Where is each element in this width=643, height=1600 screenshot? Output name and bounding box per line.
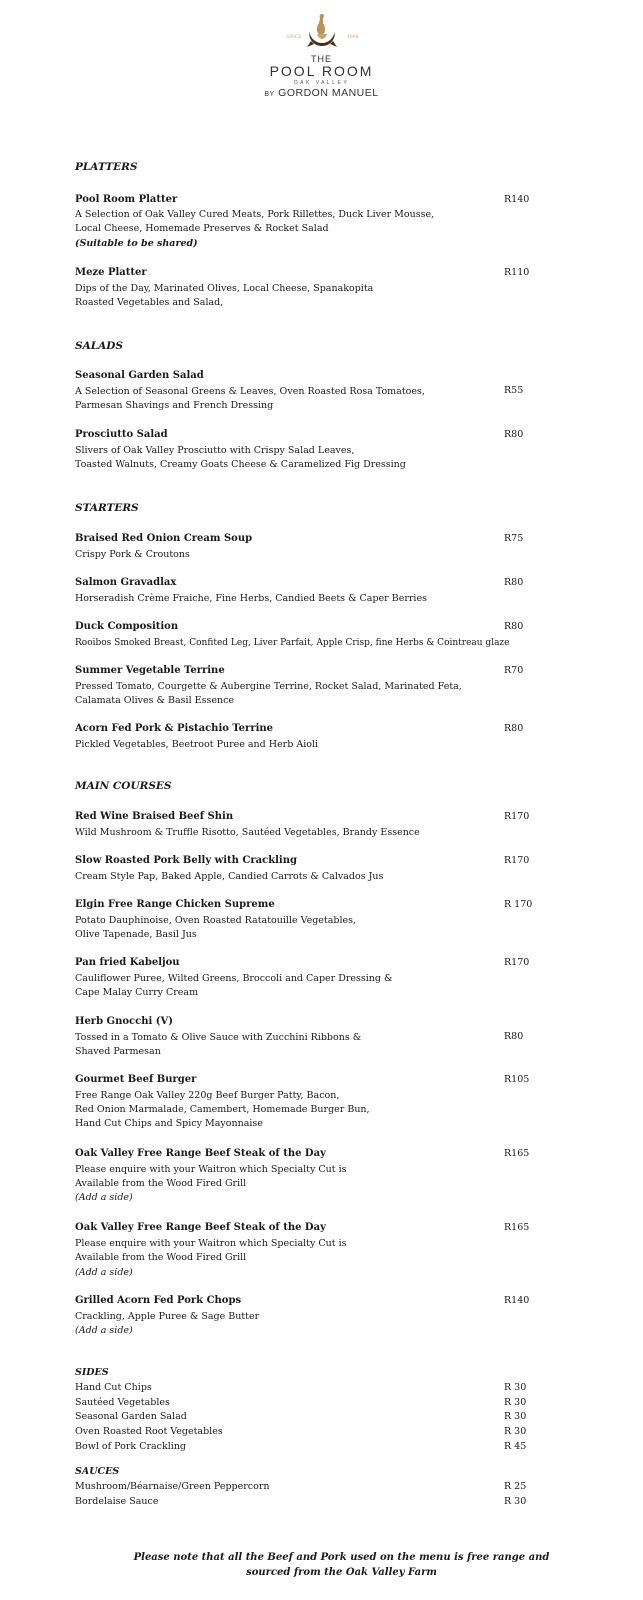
- menu-item-note: (Add a side): [75, 1192, 133, 1203]
- menu-item-name: Grilled Acorn Fed Pork Chops: [75, 1295, 242, 1306]
- menu-item-name: Meze Platter: [75, 267, 147, 278]
- sauce-item-price: R 25: [504, 1481, 527, 1492]
- menu-item-desc: Available from the Wood Fired Grill: [75, 1252, 247, 1263]
- section-title-sides: SIDES: [75, 1367, 109, 1378]
- menu-item-name: Seasonal Garden Salad: [75, 370, 204, 381]
- menu-item-price: R80: [504, 429, 524, 440]
- year-label: 1898: [346, 35, 358, 40]
- menu-item-name: Elgin Free Range Chicken Supreme: [75, 899, 275, 910]
- side-item-price: R 45: [504, 1441, 527, 1452]
- menu-item-name: Pool Room Platter: [75, 194, 178, 205]
- menu-item-price: R75: [504, 533, 524, 544]
- menu-item-desc: Crackling, Apple Puree & Sage Butter: [75, 1311, 260, 1322]
- footer-line-1: Please note that all the Beef and Pork used on the menu is free range and: [133, 1552, 550, 1563]
- logo-by: BY: [264, 91, 275, 98]
- side-item-name: Oven Roasted Root Vegetables: [75, 1426, 223, 1437]
- section-title-sauces: SAUCES: [75, 1466, 120, 1477]
- menu-item-name: Herb Gnocchi (V): [75, 1016, 173, 1027]
- menu-item-note: (Add a side): [75, 1325, 133, 1336]
- menu-item-price: R110: [504, 267, 530, 278]
- crest-icon: [267, 10, 377, 52]
- side-item-price: R 30: [504, 1426, 527, 1437]
- side-item-price: R 30: [504, 1397, 527, 1408]
- side-item-name: Seasonal Garden Salad: [75, 1411, 187, 1422]
- menu-item-desc: A Selection of Oak Valley Cured Meats, Pork Rillettes, Duck Liver Mousse,: [75, 209, 435, 220]
- menu-item-desc: Tossed in a Tomato & Olive Sauce with Zucchini Ribbons &: [75, 1032, 362, 1043]
- sauce-item-name: Bordelaise Sauce: [75, 1496, 159, 1507]
- menu-item-price: R165: [504, 1148, 530, 1159]
- menu-item-name: Gourmet Beef Burger: [75, 1074, 197, 1085]
- menu-item-desc: Rooibos Smoked Breast, Confited Leg, Liver Parfait, Apple Crisp, fine Herbs & Cointreau glaze: [75, 638, 510, 648]
- menu-item-price: R 170: [504, 899, 533, 910]
- menu-item-price: R80: [504, 723, 524, 734]
- footer-note: [0, 1550, 643, 1580]
- section-title-salads: SALADS: [75, 340, 123, 352]
- menu-item-price: R80: [504, 1031, 524, 1042]
- menu-item-name: Oak Valley Free Range Beef Steak of the Day: [75, 1222, 326, 1233]
- logo-subtitle: OAK VALLEY: [293, 80, 350, 86]
- menu-item-name: Braised Red Onion Cream Soup: [75, 533, 253, 544]
- side-item-name: Sautéed Vegetables: [75, 1397, 170, 1408]
- logo-chef-name: GORDON MANUEL: [278, 87, 379, 99]
- menu-item-desc: A Selection of Seasonal Greens & Leaves, Oven Roasted Rosa Tomatoes,: [75, 386, 425, 397]
- logo-chef: [0, 87, 643, 101]
- menu-item-price: R105: [504, 1074, 530, 1085]
- since-label: SINCE: [285, 35, 302, 40]
- menu-item-desc: Cream Style Pap, Baked Apple, Candied Carrots & Calvados Jus: [75, 871, 384, 882]
- menu-item-desc: Pressed Tomato, Courgette & Aubergine Terrine, Rocket Salad, Marinated Feta,: [75, 681, 462, 692]
- menu-item-desc: Parmesan Shavings and French Dressing: [75, 400, 274, 411]
- side-item-price: R 30: [504, 1411, 527, 1422]
- menu-item-desc: Red Onion Marmalade, Camembert, Homemade Burger Bun,: [75, 1104, 370, 1115]
- menu-item-desc: Roasted Vegetables and Salad,: [75, 297, 224, 308]
- menu-item-price: R170: [504, 855, 530, 866]
- menu-item-desc: Pickled Vegetables, Beetroot Puree and Herb Aioli: [75, 739, 319, 750]
- menu-item-desc: Olive Tapenade, Basil Jus: [75, 929, 197, 940]
- menu-item-price: R55: [504, 385, 524, 396]
- menu-item-price: R140: [504, 194, 530, 205]
- side-item-price: R 30: [504, 1382, 527, 1393]
- restaurant-logo: [0, 10, 643, 101]
- menu-item-desc: Available from the Wood Fired Grill: [75, 1178, 247, 1189]
- menu-item-desc: Cauliflower Puree, Wilted Greens, Broccoli and Caper Dressing &: [75, 973, 393, 984]
- menu-item-price: R80: [504, 577, 524, 588]
- logo-name: POOL ROOM: [269, 63, 374, 79]
- menu-item-desc: Shaved Parmesan: [75, 1046, 161, 1057]
- menu-item-desc: Free Range Oak Valley 220g Beef Burger Patty, Bacon,: [75, 1090, 340, 1101]
- menu-item-price: R80: [504, 621, 524, 632]
- menu-item-desc: Crispy Pork & Croutons: [75, 549, 190, 560]
- menu-item-desc: Potato Dauphinoise, Oven Roasted Ratatouille Vegetables,: [75, 915, 357, 926]
- menu-item-desc: Please enquire with your Waitron which Specialty Cut is: [75, 1164, 347, 1175]
- menu-item-desc: Wild Mushroom & Truffle Risotto, Sautéed Vegetables, Brandy Essence: [75, 827, 420, 838]
- menu-item-name: Salmon Gravadlax: [75, 577, 177, 588]
- section-title-starters: STARTERS: [75, 502, 139, 514]
- menu-item-desc: Cape Malay Curry Cream: [75, 987, 199, 998]
- menu-item-desc: Horseradish Crème Fraiche, Fine Herbs, Candied Beets & Caper Berries: [75, 593, 427, 604]
- sauce-item-name: Mushroom/Béarnaise/Green Peppercorn: [75, 1481, 270, 1492]
- menu-item-price: R170: [504, 811, 530, 822]
- menu-item-price: R70: [504, 665, 524, 676]
- menu-item-desc: Please enquire with your Waitron which Specialty Cut is: [75, 1238, 347, 1249]
- menu-item-price: R165: [504, 1222, 530, 1233]
- footer-line-2: sourced from the Oak Valley Farm: [246, 1567, 437, 1578]
- menu-item-desc: Hand Cut Chips and Spicy Mayonnaise: [75, 1118, 263, 1129]
- side-item-name: Hand Cut Chips: [75, 1382, 152, 1393]
- menu-item-desc: Calamata Olives & Basil Essence: [75, 695, 235, 706]
- menu-item-desc: Toasted Walnuts, Creamy Goats Cheese & Caramelized Fig Dressing: [75, 459, 406, 470]
- menu-item-desc: Slivers of Oak Valley Prosciutto with Crispy Salad Leaves,: [75, 445, 355, 456]
- menu-item-desc: Local Cheese, Homemade Preserves & Rocket Salad: [75, 223, 329, 234]
- menu-item-name: Prosciutto Salad: [75, 429, 168, 440]
- menu-item-name: Duck Composition: [75, 621, 179, 632]
- menu-item-name: Red Wine Braised Beef Shin: [75, 811, 234, 822]
- section-title-platters: PLATTERS: [75, 161, 138, 173]
- menu-item-name: Acorn Fed Pork & Pistachio Terrine: [75, 723, 274, 734]
- menu-item-note: (Add a side): [75, 1267, 133, 1278]
- section-title-mains: MAIN COURSES: [75, 780, 172, 792]
- menu-item-name: Summer Vegetable Terrine: [75, 665, 225, 676]
- sauce-item-price: R 30: [504, 1496, 527, 1507]
- logo-the: THE: [311, 54, 332, 64]
- menu-item-price: R140: [504, 1295, 530, 1306]
- menu-item-desc: Dips of the Day, Marinated Olives, Local Cheese, Spanakopita: [75, 283, 374, 294]
- menu-item-name: Pan fried Kabeljou: [75, 957, 180, 968]
- menu-item-note: (Suitable to be shared): [75, 238, 198, 249]
- menu-item-name: Slow Roasted Pork Belly with Crackling: [75, 855, 297, 866]
- menu-item-name: Oak Valley Free Range Beef Steak of the Day: [75, 1148, 326, 1159]
- side-item-name: Bowl of Pork Crackling: [75, 1441, 187, 1452]
- menu-item-price: R170: [504, 957, 530, 968]
